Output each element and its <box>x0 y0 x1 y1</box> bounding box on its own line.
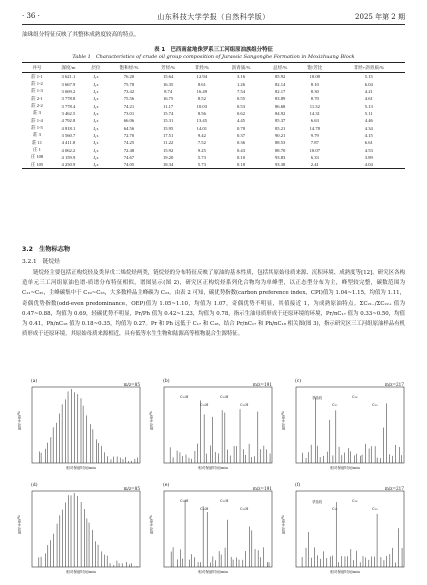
chromatogram-plot <box>282 481 408 581</box>
table-caption-en: Table 1 Characteristics of crude oil group composition of Jurassic Sangonghe Formation in Moxizhuang Block <box>72 54 355 60</box>
table-cell: 5.73 <box>185 161 219 169</box>
table-cell: 11.17 <box>163 103 174 109</box>
chromatogram-panel <box>18 481 144 581</box>
table-cell: 3 560.7 <box>61 132 76 138</box>
table-row <box>22 124 405 131</box>
table-cell: 14.01 <box>196 125 208 131</box>
table-row <box>22 102 405 109</box>
chromatogram-plot <box>18 481 144 581</box>
table-cell: 85.21 <box>274 125 286 131</box>
table-cell: 3.16 <box>236 74 246 80</box>
plot-frame <box>32 491 140 567</box>
table-cell: 4 062.2 <box>61 147 76 153</box>
table-row <box>22 88 405 95</box>
table-cell: 76.20 <box>123 74 135 80</box>
table-cell: 5.11 <box>364 110 373 116</box>
table-cell: 庄 1 <box>32 147 41 153</box>
chromatogram-panel <box>150 481 276 581</box>
table-cell: 3.89 <box>364 154 373 160</box>
table-row <box>22 132 405 139</box>
table-cell: J₁s <box>93 96 99 102</box>
table-cell: 1.26 <box>236 81 246 87</box>
table-cell: 15.92 <box>162 147 174 153</box>
peak-label: C₂₉ <box>372 403 378 407</box>
page-number: · 36 · <box>22 12 40 20</box>
table-cell: 88.53 <box>274 140 286 146</box>
x-axis-label: 相对保留时间/min <box>330 466 360 470</box>
table-cell: 9.79 <box>310 132 319 138</box>
table-cell: 82.14 <box>274 81 286 87</box>
x-axis-label: 相对保留时间/min <box>198 570 228 574</box>
issue-info: 2025 年第 2 期 <box>355 13 405 21</box>
chromatogram-panel <box>282 481 408 581</box>
table-cell: J₁s <box>93 88 99 94</box>
table-cell: 6.63 <box>310 118 319 124</box>
column-header: 总烃/% <box>263 63 297 73</box>
table-cell: 93.83 <box>274 154 286 160</box>
table-cell: 74.21 <box>123 103 135 109</box>
table-cell: 9.25 <box>197 147 206 153</box>
table-cell: 84.92 <box>274 110 286 116</box>
table-cell: 88.70 <box>274 147 286 153</box>
column-header: 层位 <box>85 63 107 73</box>
peak-label: C₃₀H <box>200 507 209 511</box>
table-cell: 莊 1-5 <box>30 125 43 131</box>
table-caption-cn: 表 1 巴西南盆地侏罗系三工河组原油族组分特征 <box>154 47 273 53</box>
column-header: 芳烃/% <box>151 63 185 73</box>
table-cell: 8.70 <box>310 96 319 102</box>
table-cell: 15.95 <box>162 125 174 131</box>
y-axis-label: 相对丰度/% <box>149 515 153 535</box>
table-cell: 17.51 <box>162 132 174 138</box>
peak-label: C₃₀H <box>180 395 189 399</box>
table-cell: 83.89 <box>274 96 286 102</box>
table-cell: J₁s <box>93 74 99 80</box>
table-cell: 0.36 <box>236 140 246 146</box>
peak-label: 孕甾烷 <box>312 500 323 504</box>
subsection-heading: 3.2.1 链烷烃 <box>22 259 60 265</box>
table-cell: 4 818.1 <box>61 125 76 131</box>
table-cell: 0.78 <box>236 125 246 131</box>
table-cell: 75.56 <box>123 96 135 102</box>
table-cell: 6.61 <box>364 140 373 146</box>
table-cell: 庄 108 <box>30 154 44 160</box>
table-cell: J₁s <box>93 103 99 109</box>
table-cell: 0.62 <box>236 110 246 116</box>
table-row <box>22 154 405 161</box>
chromatogram-plot <box>150 377 276 477</box>
table-cell: 8.10 <box>310 81 319 87</box>
table-cell: 0.53 <box>236 103 246 109</box>
table-cell: 13.45 <box>196 118 208 124</box>
table-cell: 85.37 <box>274 118 286 124</box>
table-cell: 73.42 <box>123 88 135 94</box>
table-cell: 3 621.1 <box>61 74 76 80</box>
table-row <box>22 117 405 124</box>
table-cell: 66.06 <box>123 118 135 124</box>
table-cell: 90.21 <box>274 132 286 138</box>
table-cell: 11.22 <box>163 140 174 146</box>
chromatogram-plot <box>18 377 144 477</box>
table-cell: 72.70 <box>123 132 135 138</box>
table-cell: 8.52 <box>197 96 206 102</box>
table-cell: 3 667.9 <box>61 81 76 87</box>
table-cell: 莊 11 <box>31 139 42 145</box>
chromatogram-panel <box>18 377 144 477</box>
table-cell: 73.01 <box>123 110 135 116</box>
table-cell: 4 792.8 <box>61 118 76 124</box>
table-cell: 8.56 <box>197 110 206 116</box>
table-cell: 4 159.9 <box>61 154 76 160</box>
column-header: 沥青质/% <box>219 63 264 73</box>
column-header: 非烃/% <box>185 63 219 73</box>
table-cell: 15.74 <box>162 110 174 116</box>
table-cell: 2.41 <box>297 161 333 169</box>
table-cell: 86.68 <box>274 103 286 109</box>
table-cell: 5.13 <box>364 103 373 109</box>
table-cell: 4.53 <box>364 147 373 153</box>
table-row <box>22 110 405 117</box>
table-cell: 4.61 <box>364 96 373 102</box>
table-cell: 15.31 <box>162 118 174 124</box>
mass-ion-tag: m/z=85 <box>123 486 140 491</box>
table-cell: 14.78 <box>309 125 320 131</box>
chromatogram-plot <box>150 481 276 581</box>
table-cell: 82.17 <box>274 88 286 94</box>
table-cell: 4.46 <box>364 118 373 124</box>
table-cell: 6.33 <box>310 154 319 160</box>
table-cell: 3 669.2 <box>61 88 76 94</box>
body-paragraph: 链烷烃主要包括正构烷烃及类异戊二烯烷烃两类，链烷烃的分布特征反映了原油的基本性质，包括其原始母质来源、沉积环境、成熟度等[12]。研究区各构造单元三工河组原油色谱-质谱分布特征相似，谱图显示(图 2)，研究区正构烷烃系列化合物均为单峰型，以正态型分布为主，峰型较完整，碳数范围为 C₁₁~C₃₅，主峰碳集中于 C₁₉~C₂₃，大多数样品主峰碳为 C₂₃。由表 2 可知，碳优势指数(carbon preference index，CPI)值为 1.04~1.15，均值为 1.11，奇偶优势指数(odd-even predominance，OEP)值为 1.05~1.10，均值为 1.07，奇偶优势不明显，其值接近 1，为成熟原油特点。ΣC₂₁₋/ΣC₂₂₊ 值为 0.47~0.88，均值为 0.69，轻碳优势不明显，Pr/Ph 值为 0.42~1.23，均值为 0.78，指示生油母质形成于还原环境的环境，Pr/nC₁₇ 值为 0.33~0.50，均值为 0.41，Ph/nC₁₈ 值为 0.18~0.35，均值为 0.27。Pr 和 Ph 远低于 C₁₇ 和 C₁₈，结合 Pr/nC₁₇ 和 Ph/nC₁₈ 相关图(图 3)，指示研究区三工河组原油样品有机质形成于还原环境，其原始母质来源相近，具有低等水生生物和陆源高等植物混合生源特征。 <box>22 270 405 338</box>
table-row <box>22 161 405 169</box>
table-cell: 85.92 <box>274 74 286 80</box>
table-cell: J₁s <box>93 147 99 153</box>
table-cell: 8.30 <box>310 88 319 94</box>
table-row <box>22 146 405 153</box>
table-cell: 4.15 <box>364 132 373 138</box>
chromatogram-panel <box>150 377 276 477</box>
mass-ion-tag: m/z=191 <box>252 382 272 387</box>
peak-label: 孕甾烷 <box>312 396 323 400</box>
table-cell: 4 411.8 <box>61 140 76 146</box>
table-cell: 3 462.5 <box>61 110 76 116</box>
y-axis-label: 相对丰度/% <box>281 411 285 431</box>
chromatogram-panel <box>282 377 408 477</box>
peak-label: C₂₈ <box>352 395 358 399</box>
y-axis-label: 相对丰度/% <box>149 411 153 431</box>
mass-ion-tag: m/z=191 <box>252 486 272 491</box>
table-cell: 6.04 <box>364 81 373 87</box>
column-header: 饱/芳比 <box>297 63 333 73</box>
table-cell: 10.03 <box>196 103 208 109</box>
table-cell: 7.52 <box>197 140 206 146</box>
table-cell: 0.37 <box>236 132 246 138</box>
x-axis-label: 相对保留时间/min <box>330 570 360 574</box>
table-cell: 莊 3 <box>32 110 41 116</box>
table-cell: 7.87 <box>310 140 319 146</box>
table-cell: 4.45 <box>236 118 246 124</box>
peak-label: C₂₉H <box>200 403 209 407</box>
x-axis-label: 相对保留时间/min <box>66 570 96 574</box>
peak-label: C₂₈ <box>352 499 358 503</box>
table-cell: J₁s <box>93 118 99 124</box>
table-cell: 72.48 <box>123 147 135 153</box>
x-axis-label: 相对保留时间/min <box>66 466 96 470</box>
table-cell: 莊 1-3 <box>30 88 43 94</box>
table-row <box>22 73 405 81</box>
table-cell: J₁s <box>85 161 107 169</box>
table-cell: 5.15 <box>364 74 373 80</box>
panel-label: (b) <box>163 379 170 384</box>
table-row <box>22 95 405 102</box>
table-cell: 莊 3 <box>32 132 41 138</box>
panel-label: (f) <box>295 483 301 488</box>
table-cell: J₁s <box>93 154 99 160</box>
table-cell: 莊 2-1 <box>30 95 43 101</box>
table-row <box>22 80 405 87</box>
table-cell: 4.04 <box>333 161 405 169</box>
table-cell: 19.20 <box>162 154 174 160</box>
panel-label: (e) <box>163 483 170 488</box>
table-cell: 7.54 <box>236 88 246 94</box>
table-cell: 14.31 <box>309 110 320 116</box>
panel-label: (c) <box>295 379 302 384</box>
plot-frame <box>32 387 140 463</box>
table-cell: 5.73 <box>197 154 206 160</box>
peak-label: C₂₇ <box>332 507 338 511</box>
table-cell: 莊 1-2 <box>30 81 43 87</box>
mass-ion-tag: m/z=85 <box>123 382 140 387</box>
table-cell: 74.67 <box>123 154 135 160</box>
table-cell: 93.38 <box>263 161 297 169</box>
table-cell: 4.34 <box>364 125 373 131</box>
table-row <box>22 139 405 146</box>
table-cell: 0.43 <box>236 147 246 153</box>
table-cell: 75.78 <box>123 81 135 87</box>
column-header: 井号 <box>22 63 52 73</box>
table-cell: 64.56 <box>123 125 135 131</box>
peak-label: C₃₁H <box>220 499 229 503</box>
table-cell: 8.61 <box>197 81 206 87</box>
mass-ion-tag: m/z=217 <box>384 382 404 387</box>
table-cell: 15.64 <box>162 74 174 80</box>
peak-label: C₃₂H <box>240 507 249 511</box>
x-axis-label: 相对保留时间/min <box>198 466 228 470</box>
y-axis-label: 相对丰度/% <box>17 411 21 431</box>
table-cell: 74.05 <box>107 161 152 169</box>
running-header <box>22 10 405 25</box>
table-cell: J₁s <box>93 140 99 146</box>
column-header: 饱和烃/% <box>107 63 152 73</box>
table-cell: 莊 1-1 <box>30 73 43 79</box>
table-cell: 10.07 <box>309 147 320 153</box>
table-cell: J₁s <box>93 132 99 138</box>
table-cell: J₁s <box>93 81 99 87</box>
peak-label: C₂₇ <box>332 403 338 407</box>
table-cell: 4 250.9 <box>52 161 85 169</box>
mass-ion-tag: m/z=217 <box>384 486 404 491</box>
table-cell: 3 778.8 <box>61 96 76 102</box>
table-cell: 0.18 <box>219 161 264 169</box>
y-axis-label: 相对丰度/% <box>17 515 21 535</box>
table-body <box>22 73 405 169</box>
table-cell: 莊 2-2 <box>30 103 43 109</box>
table-cell: 庄 105 <box>22 161 52 169</box>
table-cell: 4.21 <box>364 88 373 94</box>
table-cell: 74.25 <box>123 140 135 146</box>
table-cell: 11.32 <box>309 103 320 109</box>
panel-label: (a) <box>31 379 38 384</box>
panel-label: (d) <box>31 483 38 488</box>
table-cell: 莊 1-4 <box>30 117 43 123</box>
table-cell: 12.94 <box>196 74 208 80</box>
table-cell: 8.74 <box>164 88 173 94</box>
peak-label: C₃₁H <box>240 403 249 407</box>
lead-text: 油珠组分特征反映了其整体成熟度较高的特点。 <box>22 32 140 38</box>
table-cell: 10.08 <box>309 74 320 80</box>
table-cell: 0.55 <box>236 96 246 102</box>
column-header: 非烃+沥青质/% <box>333 63 405 73</box>
composition-table <box>22 62 405 169</box>
chromatogram-plot <box>282 377 408 477</box>
table-cell: 0.10 <box>236 154 246 160</box>
y-axis-label: 相对丰度/% <box>281 515 285 535</box>
table-cell: 16.49 <box>196 88 208 94</box>
journal-title: 山东科技大学学报（自然科学版） <box>157 13 270 21</box>
table-cell: 18.34 <box>151 161 185 169</box>
table-header-row <box>22 63 405 73</box>
column-header: 深度/m <box>52 63 85 73</box>
table-cell: 16.35 <box>162 81 174 87</box>
peak-label: C₃₀H <box>220 395 229 399</box>
peak-label: C₂₉H <box>180 499 189 503</box>
table-cell: 9.42 <box>197 132 206 138</box>
section-heading: 3.2 生物标志物 <box>22 246 71 253</box>
table-cell: 3 778.4 <box>61 103 76 109</box>
table-cell: J₁s <box>93 125 99 131</box>
table-cell: J₁s <box>93 110 99 116</box>
peak-label: C₂₉ <box>372 507 378 511</box>
table-cell: 16.75 <box>162 96 174 102</box>
